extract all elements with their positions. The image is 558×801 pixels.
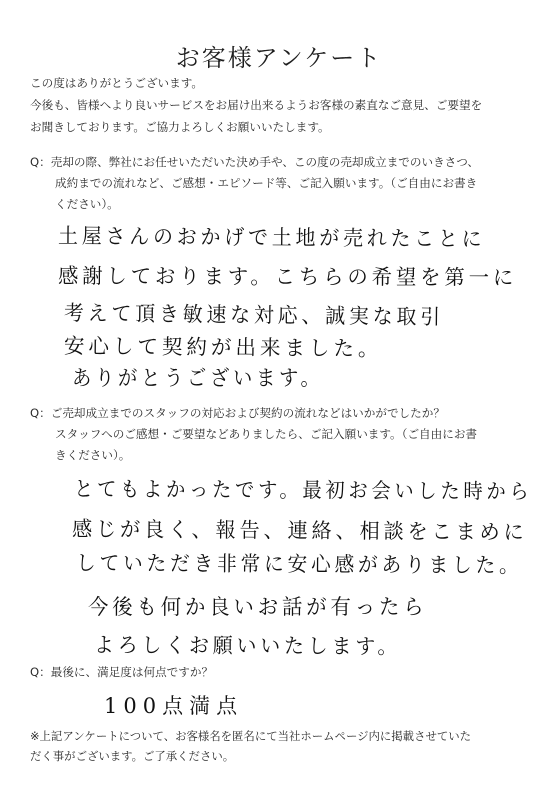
answer-3: 100点満点 <box>104 694 244 718</box>
answer-2-line: とてもよかったです。最初お会いした時から <box>73 477 533 504</box>
answer-1-line: ありがとうございます。 <box>72 366 324 390</box>
question-2 <box>30 403 530 466</box>
page-title: お客様アンケート <box>175 44 383 72</box>
answer-1-line: 土屋さんのおかげで土地が売れたことに <box>57 224 486 252</box>
footnote-line: だく事がございます。ご了承ください。 <box>30 749 235 763</box>
answer-2-line: していただき非常に安心感がありました。 <box>75 551 523 578</box>
question-3-text: Q：最後に、満足度は何点ですか？ <box>30 665 214 679</box>
question-1-text-cont: 成約までの流れなど、ご感想・エピソード等、ご記入願います。（ご自由にお書き <box>55 176 478 190</box>
answer-2-line: 感じが良く、報告、連絡、相談をこまめに <box>71 517 528 545</box>
question-3 <box>30 662 530 683</box>
question-1 <box>30 152 530 215</box>
question-2-text-cont: きください）。 <box>55 448 131 462</box>
footnote <box>30 726 535 766</box>
question-2-text: Q：ご売却成立までのスタッフの対応および契約の流れなどはいかがでしたか？ <box>30 406 445 420</box>
intro-line: お聞きしております。ご協力よろしくお願いいたします。 <box>30 120 330 134</box>
answer-1-line: 感謝しております。こちらの希望を第一に <box>57 264 518 290</box>
footnote-line: ※上記アンケートについて、お客様名を匿名にて当社ホームページ内に掲載させていた <box>30 729 472 743</box>
question-1-text: Q：売却の際、弊社にお任せいただいた決め手や、この度の売却成立までのいきさつ、 <box>30 155 479 169</box>
answer-1-line: 安心して契約が出来ました。 <box>63 334 383 361</box>
question-2-text-cont: スタッフへのご感想・ご要望などありましたら、ご記入願います。（ご自由にお書 <box>55 427 478 441</box>
intro-line: 今後も、皆様へより良いサービスをお届け出来るようお客様の素直なご意見、ご要望を <box>30 98 483 112</box>
question-1-text-cont: ください）。 <box>55 197 119 211</box>
answer-2-line: 今後も何か良いお話が有ったら <box>88 595 428 619</box>
answer-1-line: 考えて頂き敏速な対応、誠実な取引 <box>63 301 445 330</box>
intro-text <box>30 72 540 138</box>
intro-line: この度はありがとうございます。 <box>30 76 203 90</box>
answer-2-line: よろしくお願いいたします。 <box>93 633 402 659</box>
